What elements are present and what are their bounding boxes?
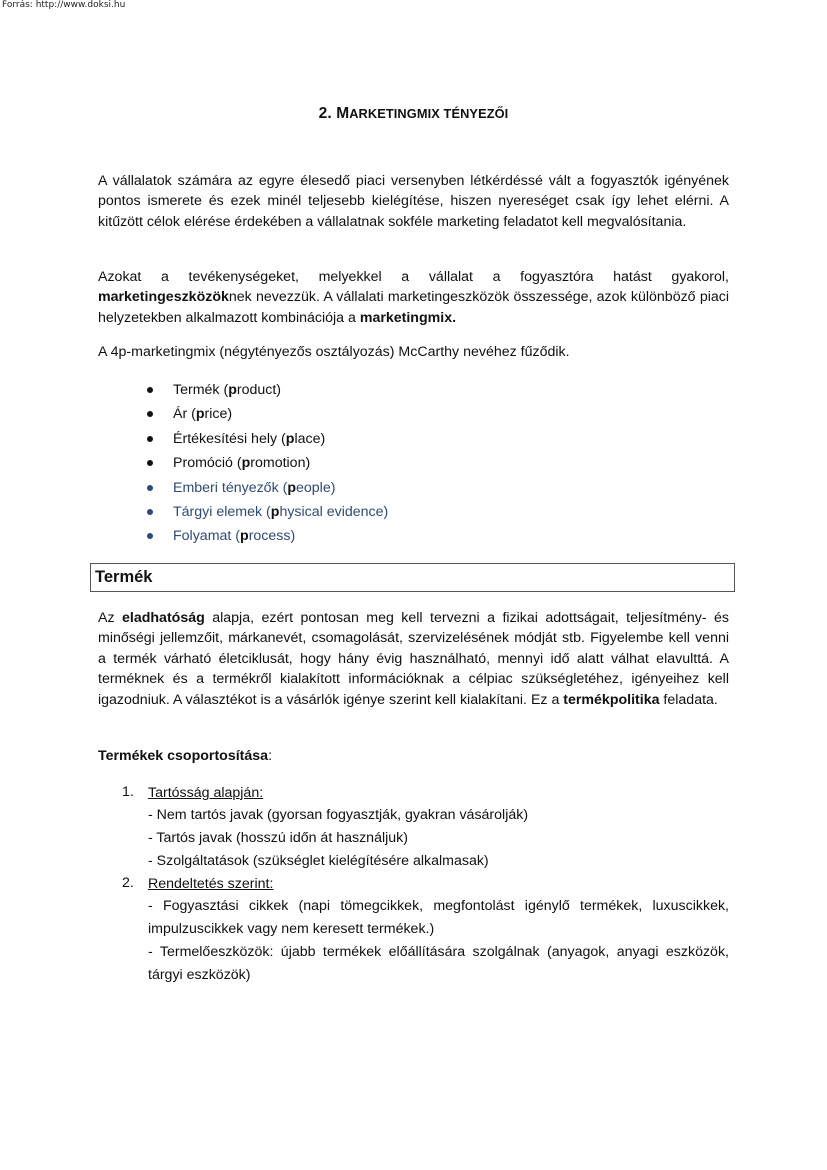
text-run: alapja, ezért pontosan meg kell tervezni a fizikai adottságait, teljesítmény- és minőségi jellemzőit, márkanevét, csomagolását, szervizelésének módját stb. Figyelembe kell venni a termék várható életciklusát, hogy hány évig használható, mennyi idő alatt válhat elavulttá. A terméknek és a termékről kialakított információknak a célpiac szükségletéhez, igényeihez kell igazodniuk. A választékot is a vásárlók igénye szerint kell kialakítani. Ez a xyxy=(98,610,730,708)
text-run: : xyxy=(268,748,273,764)
term-marketingeszkozok: marketingeszközök xyxy=(98,289,229,306)
title-number: 2. M xyxy=(318,105,350,122)
list-item: Értékesítési hely (place) xyxy=(143,429,388,453)
list-item: Folyamat (process) xyxy=(143,526,388,550)
page-title xyxy=(98,104,729,124)
list-item: Promóció (promotion) xyxy=(143,453,388,477)
intro-paragraph-2 xyxy=(98,267,729,328)
item-number: 2. xyxy=(122,875,134,891)
list-item xyxy=(122,782,729,873)
item-number: 1. xyxy=(122,784,134,800)
text-run: Azokat a tevékenységeket, melyekkel a vállalat a fogyasztóra hatást gyakorol, xyxy=(98,269,729,285)
title-rest: ARKETINGMIX TÉNYEZŐI xyxy=(349,106,509,121)
product-paragraph xyxy=(98,608,729,710)
product-groups-list xyxy=(122,782,729,987)
list-item: Tárgyi elemek (physical evidence) xyxy=(143,502,388,526)
intro-paragraph-3: A 4p-marketingmix (négytényezős osztályozás) McCarthy nevéhez fűződik. xyxy=(98,344,570,360)
group-heading: Rendeltetés szerint: xyxy=(148,876,274,892)
term-eladhatosag: eladhatóság xyxy=(122,610,205,626)
list-item: Termék (product) xyxy=(143,380,388,404)
group-line: - Tartós javak (hosszú időn át használjuk) xyxy=(148,830,408,846)
group-line: - Nem tartós javak (gyorsan fogyasztják, gyakran vásárolják) xyxy=(148,807,529,823)
section-heading-termek: Termék xyxy=(90,563,735,592)
intro-paragraph-1: A vállalatok számára az egyre élesedő piaci versenyben létkérdéssé vált a fogyasztók igényének pontos ismerete és ezek minél teljesebb kielégítése, hiszen nyereséget csak így lehet elérni. A kitűzött célok elérése érdekében a vállalatnak sokféle marketing feladatot kell megvalósítania. xyxy=(98,173,729,230)
source-note: Forrás: http://www.doksi.hu xyxy=(2,0,126,10)
group-line: - Termelőeszközök: újabb termékek előállítására szolgálnak (anyagok, anyagi eszközök, tárgyi eszközök) xyxy=(148,944,729,983)
text-run: nek nevezzük. A vállalati marketingeszközök összessége, azok különböző piaci helyzetekben alkalmazott kombinációja a xyxy=(98,289,729,326)
list-item: Emberi tényezők (people) xyxy=(143,478,388,502)
grouping-heading xyxy=(98,746,729,766)
list-item: Ár (price) xyxy=(143,404,388,428)
term-marketingmix: marketingmix. xyxy=(359,309,457,326)
grouping-label: Termékek csoportosítása xyxy=(98,748,269,764)
group-line: - Szolgáltatások (szükséglet kielégítésére alkalmasak) xyxy=(148,853,489,869)
group-heading: Tartósság alapján: xyxy=(148,785,264,801)
list-item xyxy=(122,873,729,987)
text-run: feladata. xyxy=(659,691,718,708)
group-line: - Fogyasztási cikkek (napi tömegcikkek, megfontolást igénylő termékek, luxuscikkek, impulzuscikkek vagy nem keresett termékek.) xyxy=(148,898,729,937)
term-termekpolitika: termékpolitika xyxy=(563,691,660,708)
text-run: Az xyxy=(98,610,122,626)
marketing-mix-list xyxy=(143,380,388,551)
